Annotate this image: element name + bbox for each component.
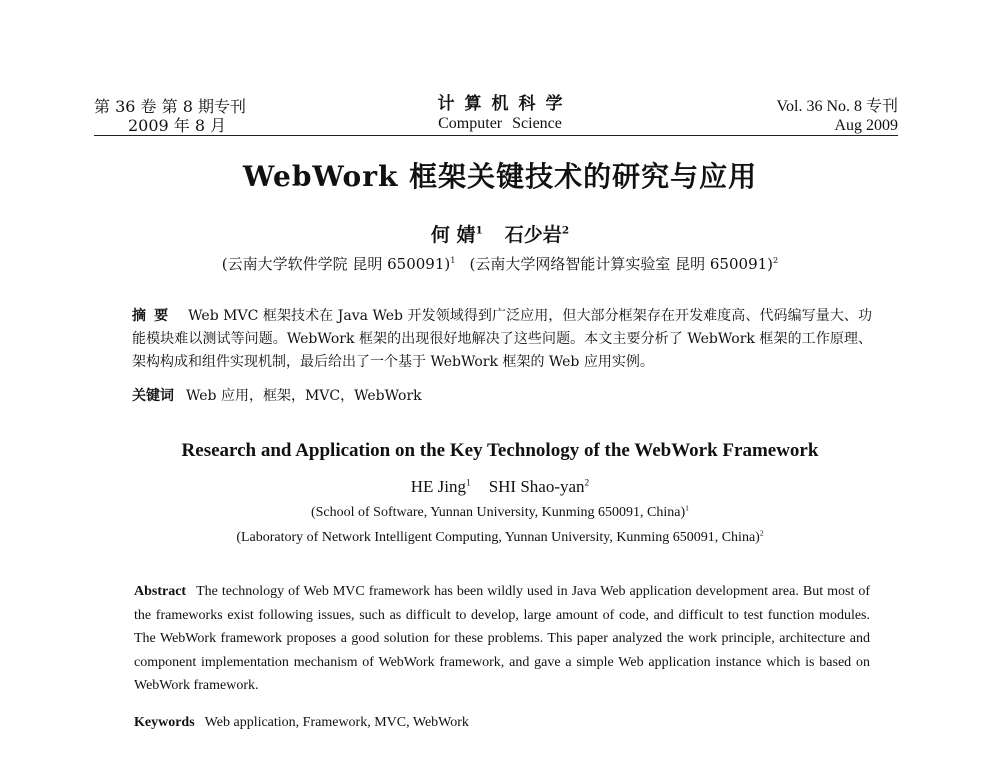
abstract-text-en: The technology of Web MVC framework has been wildly used in Java Web application development area. But most of the frameworks exist following issues, such as difficult to develop, large amount of code, and difficult to test function modules. The WebWork framework proposes a good solution for these problems. This paper analyzed the work principle, architecture and component implementation mechanism of WebWork framework, and gave a simple Web application instance which is based on WebWork framework.: [134, 584, 870, 693]
affiliation2-cn: (云南大学网络智能计算实验室 昆明 650091): [469, 255, 774, 273]
affiliation1-sup-cn: 1: [450, 255, 456, 265]
paper-title-cn: WebWork 框架关键技术的研究与应用: [242, 160, 758, 193]
abstract-label-en: Abstract: [134, 584, 187, 599]
header-issue-info: [94, 97, 246, 135]
header-journal: [380, 95, 620, 133]
author1-name-en: HE Jing: [410, 477, 467, 496]
header-rule: [94, 135, 898, 136]
affiliation1-sup-en: 1: [685, 503, 690, 513]
header-volume: Vol. 36 No. 8 专刊: [776, 98, 898, 115]
affiliation1-en-line: [0, 505, 1000, 521]
journal-name-en: Computer Science: [438, 115, 562, 132]
affiliation2-en: (Laboratory of Network Intelligent Computing, Yunnan University, Kunming 650091, China): [236, 530, 760, 545]
affiliation2-sup-cn: 2: [773, 255, 779, 265]
abstract-cn: [132, 305, 872, 374]
header-date-en: Aug 2009: [834, 117, 898, 134]
keywords-label-en: Keywords: [134, 715, 195, 730]
paper-title-en: Research and Application on the Key Technology of the WebWork Framework: [181, 440, 819, 461]
author2-name-cn: 石少岩: [504, 224, 562, 246]
authors-cn: [0, 220, 1000, 247]
keywords-label-cn: 关键词: [132, 388, 174, 404]
abstract-label-cn: 摘要: [132, 308, 177, 324]
affiliation1-cn: (云南大学软件学院 昆明 650091): [221, 255, 451, 273]
keywords-text-cn: Web 应用，框架，MVC，WebWork: [186, 388, 422, 404]
journal-name-cn: 计算机科学: [437, 94, 573, 114]
abstract-en: [134, 580, 870, 698]
keywords-text-en: Web application, Framework, MVC, WebWork: [204, 715, 469, 730]
author1-name-cn: 何 婧: [430, 224, 476, 246]
author1-sup-cn: 1: [475, 224, 483, 237]
affiliation2-sup-en: 2: [759, 528, 764, 538]
header-issue-line: 第 36 卷 第 8 期专刊: [94, 97, 246, 116]
abstract-text-cn: Web MVC 框架技术在 Java Web 开发领域得到广泛应用，但大部分框架存在开发难度高、代码编写量大、功能模块难以测试等问题。WebWork 框架的出现很好地解决了这些问题。本文主要分析了 WebWork 框架的工作原理、架构构成和组件实现机制，最后给出了一个基于 WebWork 框架的 Web 应用实例。: [132, 308, 872, 370]
header-issue-date: 2009 年 8 月: [128, 116, 227, 135]
affiliation2-en-line: [0, 530, 1000, 546]
header-volume-info: [777, 97, 899, 135]
authors-en: [0, 477, 1000, 497]
affiliations-cn: [0, 253, 1000, 274]
author2-sup-en: 2: [584, 478, 590, 489]
author2-sup-cn: 2: [561, 224, 570, 237]
affiliation1-en: (School of Software, Yunnan University, Kunming 650091, China): [310, 505, 686, 520]
author1-sup-en: 1: [466, 478, 471, 489]
author2-name-en: SHI Shao-yan: [488, 477, 585, 496]
keywords-cn: [132, 386, 422, 406]
keywords-en: [134, 713, 469, 733]
